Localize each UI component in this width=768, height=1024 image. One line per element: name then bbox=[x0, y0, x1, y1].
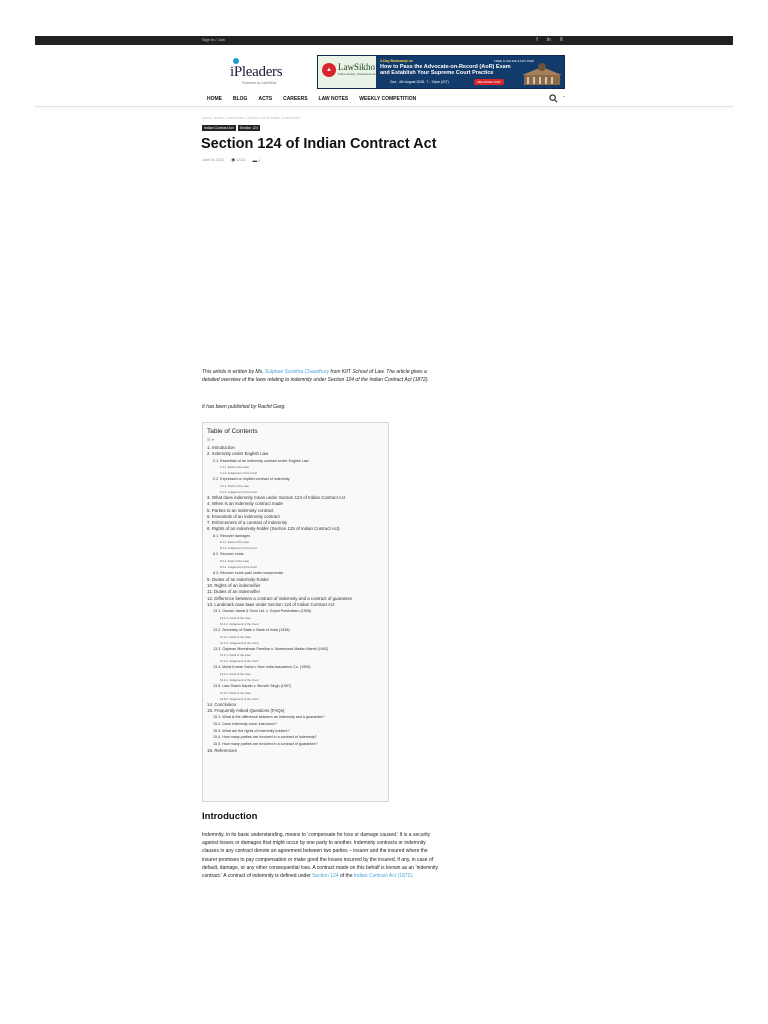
search-icon[interactable] bbox=[549, 94, 558, 103]
author-note-text: from KIIT School of Law. The article gives a detailed overview of the laws relating to indemnity under Section 124 of the Indian Contract Act (1872). bbox=[202, 369, 429, 383]
nav-item-home[interactable]: HOME bbox=[207, 96, 222, 102]
toc-item[interactable]: 13.1.2. Judgement of the Court bbox=[220, 621, 259, 626]
toc-item[interactable]: 5. Parties to an indemnity contract bbox=[207, 507, 274, 513]
toc-item[interactable]: 15.2. Does indemnity cover insurance? bbox=[213, 722, 277, 727]
eye-icon: ◉ bbox=[231, 157, 236, 162]
views-count bbox=[231, 157, 245, 163]
main-nav bbox=[207, 93, 567, 105]
toc-item[interactable]: 13.4.2. Judgement of the Court bbox=[220, 678, 259, 683]
toc-item[interactable]: 8.3. Recover sums paid under compromise bbox=[213, 571, 284, 576]
toc-item[interactable]: 14. Conclusion bbox=[207, 701, 237, 707]
toc-item[interactable]: 2.2.2. Judgement of the Court bbox=[220, 489, 258, 494]
lawsikho-logo-icon: ▲ bbox=[322, 63, 336, 77]
paragraph-text: . bbox=[411, 873, 414, 880]
toc-item[interactable]: 2.2.1. Facts of the case bbox=[220, 483, 250, 488]
toc-item[interactable]: 8. Rights of an indemnity-holder (Section 125 of Indian Contract Act) bbox=[207, 526, 340, 532]
toc-item[interactable]: 13. Landmark case laws under Section 124 of Indian Contract Act bbox=[207, 602, 335, 607]
category-tag[interactable]: Indian Contract Act bbox=[204, 126, 234, 130]
section-heading: Introduction bbox=[202, 811, 258, 822]
page-title: Section 124 of Indian Contract Act bbox=[201, 136, 437, 152]
top-bar bbox=[35, 36, 733, 45]
toc-item[interactable]: 8.2. Recover costs bbox=[213, 552, 244, 557]
banner-brand-tag: Online learning · Professional results bbox=[338, 73, 379, 76]
indian-contract-act-link[interactable]: Indian Contract Act (1872) bbox=[353, 873, 412, 880]
toc-item[interactable]: 13.5.2. Judgement of the Court bbox=[220, 696, 259, 701]
paragraph-text: Indemnity, in its basic understanding, means to ‘compensate for loss or damage caused.’ It is a security against losses or damages that might occur by one party to another. Indemnity contracts or indemnity clauses in any contract denote an agreement between two parties – insurer and the insured where the insurer promises to pay compensation or make good the losses incurred by the insured, if any, in case of default, damage, or any other consequential loss. A contract made on this behalf is known as an ‘indemnity contract.’ A contract of indemnity is defined under bbox=[202, 832, 438, 880]
banner-headline-1: How to Pass the Advocate-on-Record (AoR) Exam bbox=[380, 64, 511, 70]
author-note bbox=[202, 368, 442, 384]
supreme-court-building-icon bbox=[522, 61, 562, 87]
x-twitter-icon[interactable]: X bbox=[559, 37, 563, 43]
social-links bbox=[536, 36, 563, 45]
toc-item[interactable]: 8.2.2. Judgement of the Court bbox=[220, 565, 258, 570]
toc-item[interactable]: 1. Introduction bbox=[207, 445, 235, 450]
section-124-link[interactable]: Section 124 bbox=[312, 873, 339, 880]
banner-headline-2: and Establish Your Supreme Court Practice bbox=[380, 70, 494, 76]
toc-item[interactable]: 8.1.1. Facts of the case bbox=[220, 540, 250, 545]
banner-dates: 2nd - 4th August 2025, 7 - 10pm (IST) bbox=[390, 80, 449, 84]
banner-register-button[interactable]: REGISTER NOW bbox=[474, 79, 504, 85]
header-divider bbox=[35, 106, 733, 107]
published-by: It has been published by Rachit Garg. bbox=[202, 404, 286, 410]
signin-link[interactable]: Sign in / Join bbox=[202, 37, 225, 42]
toc-item[interactable]: 8.1. Recover damages bbox=[213, 533, 251, 538]
toc-item[interactable]: 13.2.1. Facts of the case bbox=[220, 634, 251, 639]
toc-item[interactable]: 11. Duties of an indemnifier bbox=[207, 589, 261, 595]
nav-item-weekly-competition[interactable]: WEEKLY COMPETITION bbox=[359, 96, 417, 102]
toc-list bbox=[207, 445, 384, 754]
author-link[interactable]: Sulphee Surekha Chaudhury bbox=[264, 369, 330, 375]
table-of-contents bbox=[202, 422, 389, 802]
toc-item[interactable]: 13.4.1. Facts of the case bbox=[220, 672, 251, 677]
author-note-text: This article is written by Ms. bbox=[202, 369, 265, 375]
toc-toggle-icon[interactable]: ☰ ▾ bbox=[207, 437, 214, 442]
toc-item[interactable]: 4. When is an indemnity contract made bbox=[207, 501, 283, 507]
toc-title: Table of Contents bbox=[207, 428, 258, 435]
toc-item[interactable]: 13.2.2. Judgement of the Court bbox=[220, 640, 259, 645]
toc-item[interactable]: 7. Enforcement of a contract of indemnity bbox=[207, 520, 288, 526]
publish-date: June 24, 2022 bbox=[202, 158, 225, 162]
article-paragraph bbox=[202, 831, 442, 880]
banner-free-tag: FREE & ONLINE 3-DAY PAID bbox=[494, 59, 534, 63]
ad-banner[interactable] bbox=[317, 55, 565, 89]
toc-item[interactable]: 13.3.2. Judgement of the Court bbox=[220, 659, 259, 664]
logo-wordmark: iPleaders bbox=[230, 64, 283, 80]
article-meta bbox=[202, 157, 260, 163]
paragraph-text: of the bbox=[338, 873, 354, 880]
toc-item[interactable]: 15.5. How many parties are involved in a contract of guarantee? bbox=[213, 742, 318, 747]
nav-item-careers[interactable]: CAREERS bbox=[283, 96, 308, 102]
toc-item[interactable]: 2.2. Expressed or implied contract of indemnity bbox=[213, 477, 290, 482]
logo-tagline: Powered by LawSikho bbox=[242, 81, 277, 85]
toc-item[interactable]: 13.1. Osman Jamal & Sons Ltd. v. Gopal Purshottam (1928) bbox=[213, 609, 312, 614]
toc-item[interactable]: 15.4. How many parties are involved in a contract of indemnity? bbox=[213, 735, 317, 740]
breadcrumb[interactable]: Home › Indian Contract Act › Section 124 of Indian Contract Act bbox=[202, 116, 301, 120]
toc-item[interactable]: 2.1.1. Facts of the case bbox=[220, 465, 250, 470]
comment-icon: ▬ bbox=[252, 157, 258, 163]
toc-item[interactable]: 15. Frequently Asked Questions (FAQs) bbox=[207, 708, 285, 714]
nav-item-blog[interactable]: BLOG bbox=[233, 96, 248, 102]
toc-item[interactable]: 3. What does indemnity mean under Section 124 of Indian Contract Act bbox=[207, 494, 346, 500]
category-tags bbox=[202, 125, 260, 131]
menu-more[interactable]: - bbox=[563, 94, 565, 100]
toc-item[interactable]: 16. References bbox=[207, 747, 237, 753]
toc-item[interactable]: 8.2.1. Facts of the case bbox=[220, 559, 250, 564]
toc-item[interactable]: 12. Difference between a contract of indemnity and a contract of guarantee bbox=[207, 595, 353, 601]
toc-item[interactable]: 2.1. Essentials of an indemnity contract under English Law bbox=[213, 458, 309, 463]
toc-item[interactable]: 2. Indemnity under English Law bbox=[207, 451, 269, 457]
toc-item[interactable]: 15.1. What is the difference between an indemnity and a guarantee? bbox=[213, 715, 325, 720]
toc-item[interactable]: 6. Essentials of an indemnity contract bbox=[207, 513, 280, 519]
views-value: 12114 bbox=[236, 158, 246, 162]
toc-item[interactable]: 13.5. Lala Shiam Narain v. Munshi Singh (1967) bbox=[213, 684, 292, 689]
comments-value: 0 bbox=[258, 158, 261, 163]
toc-item[interactable]: 13.3.1. Facts of the case bbox=[220, 653, 251, 658]
toc-item[interactable]: 13.5.1. Facts of the case bbox=[220, 690, 251, 695]
linkedin-icon[interactable]: in bbox=[546, 37, 551, 43]
toc-item[interactable]: 13.2. Secretary of State v. Bank of India (1938) bbox=[213, 627, 290, 632]
toc-item[interactable]: 15.3. What are the rights of indemnity holders? bbox=[213, 728, 290, 733]
toc-item[interactable]: 13.1.1. Facts of the case bbox=[220, 615, 251, 620]
nav-item-law-notes[interactable]: LAW NOTES bbox=[318, 96, 349, 102]
comments-count[interactable] bbox=[253, 158, 260, 163]
banner-eyebrow: 3-Day Bootcamp on bbox=[380, 59, 413, 63]
site-logo[interactable] bbox=[228, 58, 294, 88]
toc-item[interactable]: 2.1.2. Judgement of the Court bbox=[220, 471, 258, 476]
toc-item[interactable]: 13.3. Gajanan Moreshwar Parelkar v. Moreshwar Madan Mantri (1942) bbox=[213, 646, 329, 651]
toc-item[interactable]: 8.1.2. Judgement of the Court bbox=[220, 546, 258, 551]
banner-brand: LawSikho bbox=[338, 62, 375, 72]
toc-item[interactable]: 13.4. Mohit Kumar Saha v. New India Assurance Co. (1996) bbox=[213, 665, 311, 670]
nav-item-acts[interactable]: ACTS bbox=[258, 96, 273, 102]
banner-brand-box bbox=[318, 56, 379, 89]
facebook-icon[interactable]: f bbox=[536, 37, 538, 43]
category-tag[interactable]: Section 124 bbox=[239, 126, 259, 130]
toc-item[interactable]: 9. Duties of an indemnity-holder bbox=[207, 576, 269, 582]
toc-item[interactable]: 10. Rights of an indemnifier bbox=[207, 583, 261, 589]
